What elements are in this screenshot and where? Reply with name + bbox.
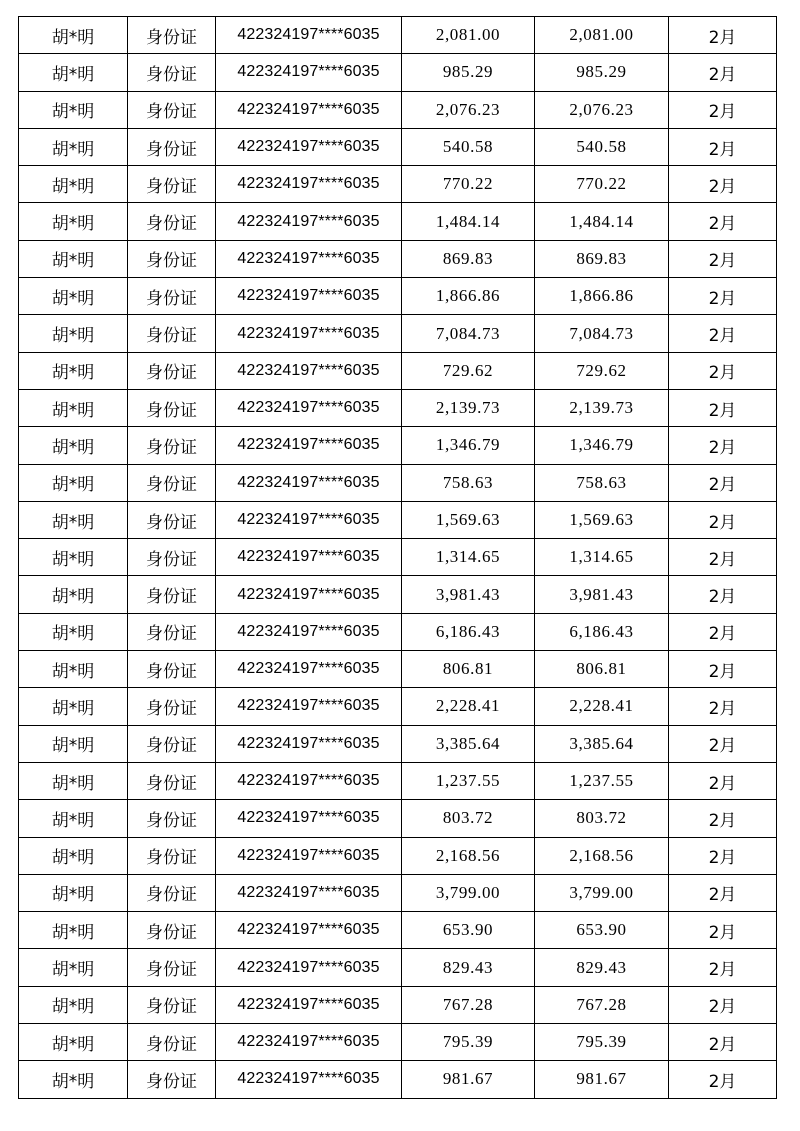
amount-paid-cell: 3,799.00	[535, 874, 669, 911]
id-type-cell: 身份证	[128, 240, 216, 277]
month-cell: 2月	[669, 54, 777, 91]
id-type-cell: 身份证	[128, 837, 216, 874]
id-type-cell: 身份证	[128, 912, 216, 949]
month-cell: 2月	[669, 651, 777, 688]
table-row	[19, 352, 777, 389]
table-row	[19, 688, 777, 725]
id-type-cell: 身份证	[128, 949, 216, 986]
id-type-cell: 身份证	[128, 986, 216, 1023]
table-row	[19, 800, 777, 837]
id-number-cell: 422324197****6035	[216, 240, 402, 277]
id-number-cell: 422324197****6035	[216, 688, 402, 725]
amount-paid-cell: 1,484.14	[535, 203, 669, 240]
month-cell: 2月	[669, 986, 777, 1023]
amount-cell: 6,186.43	[402, 613, 535, 650]
amount-cell: 2,076.23	[402, 91, 535, 128]
amount-paid-cell: 981.67	[535, 1061, 669, 1098]
amount-paid-cell: 653.90	[535, 912, 669, 949]
table-row	[19, 912, 777, 949]
amount-paid-cell: 1,866.86	[535, 278, 669, 315]
name-cell: 胡*明	[19, 725, 128, 762]
name-cell: 胡*明	[19, 315, 128, 352]
month-cell: 2月	[669, 501, 777, 538]
amount-paid-cell: 2,139.73	[535, 389, 669, 426]
id-type-cell: 身份证	[128, 576, 216, 613]
amount-paid-cell: 795.39	[535, 1024, 669, 1061]
id-number-cell: 422324197****6035	[216, 17, 402, 54]
amount-paid-cell: 767.28	[535, 986, 669, 1023]
id-type-cell: 身份证	[128, 166, 216, 203]
amount-paid-cell: 1,314.65	[535, 539, 669, 576]
name-cell: 胡*明	[19, 949, 128, 986]
id-type-cell: 身份证	[128, 128, 216, 165]
name-cell: 胡*明	[19, 54, 128, 91]
month-cell: 2月	[669, 17, 777, 54]
id-number-cell: 422324197****6035	[216, 315, 402, 352]
amount-cell: 1,346.79	[402, 427, 535, 464]
month-cell: 2月	[669, 539, 777, 576]
month-cell: 2月	[669, 1024, 777, 1061]
amount-paid-cell: 985.29	[535, 54, 669, 91]
table-row	[19, 576, 777, 613]
id-type-cell: 身份证	[128, 203, 216, 240]
month-cell: 2月	[669, 762, 777, 799]
name-cell: 胡*明	[19, 800, 128, 837]
id-number-cell: 422324197****6035	[216, 949, 402, 986]
month-cell: 2月	[669, 613, 777, 650]
table-row	[19, 17, 777, 54]
month-cell: 2月	[669, 315, 777, 352]
name-cell: 胡*明	[19, 91, 128, 128]
id-type-cell: 身份证	[128, 688, 216, 725]
id-number-cell: 422324197****6035	[216, 576, 402, 613]
id-number-cell: 422324197****6035	[216, 651, 402, 688]
table-row	[19, 427, 777, 464]
id-type-cell: 身份证	[128, 613, 216, 650]
amount-cell: 767.28	[402, 986, 535, 1023]
id-number-cell: 422324197****6035	[216, 278, 402, 315]
name-cell: 胡*明	[19, 688, 128, 725]
month-cell: 2月	[669, 128, 777, 165]
name-cell: 胡*明	[19, 837, 128, 874]
month-cell: 2月	[669, 240, 777, 277]
id-number-cell: 422324197****6035	[216, 912, 402, 949]
id-number-cell: 422324197****6035	[216, 128, 402, 165]
name-cell: 胡*明	[19, 464, 128, 501]
name-cell: 胡*明	[19, 203, 128, 240]
id-number-cell: 422324197****6035	[216, 986, 402, 1023]
table-row	[19, 539, 777, 576]
month-cell: 2月	[669, 688, 777, 725]
name-cell: 胡*明	[19, 912, 128, 949]
amount-cell: 770.22	[402, 166, 535, 203]
table-row	[19, 315, 777, 352]
table-row	[19, 1061, 777, 1098]
id-number-cell: 422324197****6035	[216, 762, 402, 799]
id-number-cell: 422324197****6035	[216, 166, 402, 203]
table-row	[19, 389, 777, 426]
id-type-cell: 身份证	[128, 800, 216, 837]
name-cell: 胡*明	[19, 874, 128, 911]
amount-cell: 829.43	[402, 949, 535, 986]
name-cell: 胡*明	[19, 278, 128, 315]
id-type-cell: 身份证	[128, 91, 216, 128]
amount-cell: 795.39	[402, 1024, 535, 1061]
month-cell: 2月	[669, 203, 777, 240]
name-cell: 胡*明	[19, 128, 128, 165]
amount-cell: 540.58	[402, 128, 535, 165]
amount-paid-cell: 3,981.43	[535, 576, 669, 613]
table-row	[19, 949, 777, 986]
month-cell: 2月	[669, 352, 777, 389]
table-row	[19, 986, 777, 1023]
amount-paid-cell: 540.58	[535, 128, 669, 165]
table-row	[19, 874, 777, 911]
amount-paid-cell: 729.62	[535, 352, 669, 389]
id-type-cell: 身份证	[128, 874, 216, 911]
name-cell: 胡*明	[19, 613, 128, 650]
name-cell: 胡*明	[19, 17, 128, 54]
amount-paid-cell: 806.81	[535, 651, 669, 688]
table-row	[19, 128, 777, 165]
table-row	[19, 240, 777, 277]
amount-cell: 985.29	[402, 54, 535, 91]
amount-cell: 7,084.73	[402, 315, 535, 352]
amount-paid-cell: 1,346.79	[535, 427, 669, 464]
amount-cell: 2,168.56	[402, 837, 535, 874]
amount-cell: 729.62	[402, 352, 535, 389]
amount-cell: 1,314.65	[402, 539, 535, 576]
amount-cell: 1,484.14	[402, 203, 535, 240]
id-number-cell: 422324197****6035	[216, 352, 402, 389]
id-type-cell: 身份证	[128, 278, 216, 315]
id-number-cell: 422324197****6035	[216, 501, 402, 538]
amount-cell: 2,228.41	[402, 688, 535, 725]
amount-paid-cell: 803.72	[535, 800, 669, 837]
amount-paid-cell: 2,168.56	[535, 837, 669, 874]
month-cell: 2月	[669, 464, 777, 501]
month-cell: 2月	[669, 874, 777, 911]
amount-cell: 3,385.64	[402, 725, 535, 762]
id-number-cell: 422324197****6035	[216, 613, 402, 650]
id-type-cell: 身份证	[128, 389, 216, 426]
amount-cell: 1,866.86	[402, 278, 535, 315]
table-row	[19, 725, 777, 762]
id-number-cell: 422324197****6035	[216, 464, 402, 501]
month-cell: 2月	[669, 91, 777, 128]
table-row	[19, 837, 777, 874]
id-type-cell: 身份证	[128, 1024, 216, 1061]
amount-cell: 3,981.43	[402, 576, 535, 613]
month-cell: 2月	[669, 800, 777, 837]
id-number-cell: 422324197****6035	[216, 725, 402, 762]
id-type-cell: 身份证	[128, 17, 216, 54]
month-cell: 2月	[669, 949, 777, 986]
id-type-cell: 身份证	[128, 762, 216, 799]
amount-paid-cell: 2,081.00	[535, 17, 669, 54]
name-cell: 胡*明	[19, 986, 128, 1023]
amount-paid-cell: 3,385.64	[535, 725, 669, 762]
id-type-cell: 身份证	[128, 427, 216, 464]
id-number-cell: 422324197****6035	[216, 874, 402, 911]
table-row	[19, 651, 777, 688]
month-cell: 2月	[669, 576, 777, 613]
id-type-cell: 身份证	[128, 315, 216, 352]
id-type-cell: 身份证	[128, 54, 216, 91]
name-cell: 胡*明	[19, 1024, 128, 1061]
table-row	[19, 1024, 777, 1061]
amount-paid-cell: 770.22	[535, 166, 669, 203]
month-cell: 2月	[669, 166, 777, 203]
name-cell: 胡*明	[19, 576, 128, 613]
name-cell: 胡*明	[19, 762, 128, 799]
month-cell: 2月	[669, 1061, 777, 1098]
amount-cell: 981.67	[402, 1061, 535, 1098]
id-type-cell: 身份证	[128, 725, 216, 762]
amount-paid-cell: 1,237.55	[535, 762, 669, 799]
name-cell: 胡*明	[19, 427, 128, 464]
amount-cell: 758.63	[402, 464, 535, 501]
amount-paid-cell: 829.43	[535, 949, 669, 986]
table-body	[19, 17, 777, 1099]
name-cell: 胡*明	[19, 501, 128, 538]
amount-cell: 2,081.00	[402, 17, 535, 54]
amount-paid-cell: 7,084.73	[535, 315, 669, 352]
amount-paid-cell: 2,228.41	[535, 688, 669, 725]
amount-paid-cell: 869.83	[535, 240, 669, 277]
id-number-cell: 422324197****6035	[216, 91, 402, 128]
table-row	[19, 54, 777, 91]
payment-table	[18, 16, 777, 1099]
id-number-cell: 422324197****6035	[216, 1061, 402, 1098]
name-cell: 胡*明	[19, 352, 128, 389]
amount-cell: 653.90	[402, 912, 535, 949]
month-cell: 2月	[669, 427, 777, 464]
name-cell: 胡*明	[19, 389, 128, 426]
id-type-cell: 身份证	[128, 651, 216, 688]
id-type-cell: 身份证	[128, 1061, 216, 1098]
amount-cell: 806.81	[402, 651, 535, 688]
table-row	[19, 91, 777, 128]
id-type-cell: 身份证	[128, 352, 216, 389]
amount-paid-cell: 1,569.63	[535, 501, 669, 538]
table-row	[19, 501, 777, 538]
table-row	[19, 762, 777, 799]
month-cell: 2月	[669, 912, 777, 949]
table-row	[19, 166, 777, 203]
amount-paid-cell: 6,186.43	[535, 613, 669, 650]
table-row	[19, 613, 777, 650]
month-cell: 2月	[669, 725, 777, 762]
name-cell: 胡*明	[19, 1061, 128, 1098]
id-number-cell: 422324197****6035	[216, 539, 402, 576]
name-cell: 胡*明	[19, 240, 128, 277]
table-row	[19, 278, 777, 315]
id-type-cell: 身份证	[128, 501, 216, 538]
amount-paid-cell: 758.63	[535, 464, 669, 501]
id-number-cell: 422324197****6035	[216, 427, 402, 464]
id-number-cell: 422324197****6035	[216, 1024, 402, 1061]
table-row	[19, 464, 777, 501]
name-cell: 胡*明	[19, 539, 128, 576]
amount-cell: 3,799.00	[402, 874, 535, 911]
id-number-cell: 422324197****6035	[216, 203, 402, 240]
amount-cell: 1,237.55	[402, 762, 535, 799]
amount-paid-cell: 2,076.23	[535, 91, 669, 128]
id-number-cell: 422324197****6035	[216, 800, 402, 837]
amount-cell: 1,569.63	[402, 501, 535, 538]
id-type-cell: 身份证	[128, 539, 216, 576]
amount-cell: 869.83	[402, 240, 535, 277]
month-cell: 2月	[669, 389, 777, 426]
id-number-cell: 422324197****6035	[216, 54, 402, 91]
amount-cell: 2,139.73	[402, 389, 535, 426]
id-type-cell: 身份证	[128, 464, 216, 501]
id-number-cell: 422324197****6035	[216, 389, 402, 426]
month-cell: 2月	[669, 837, 777, 874]
name-cell: 胡*明	[19, 166, 128, 203]
table-row	[19, 203, 777, 240]
name-cell: 胡*明	[19, 651, 128, 688]
month-cell: 2月	[669, 278, 777, 315]
amount-cell: 803.72	[402, 800, 535, 837]
id-number-cell: 422324197****6035	[216, 837, 402, 874]
